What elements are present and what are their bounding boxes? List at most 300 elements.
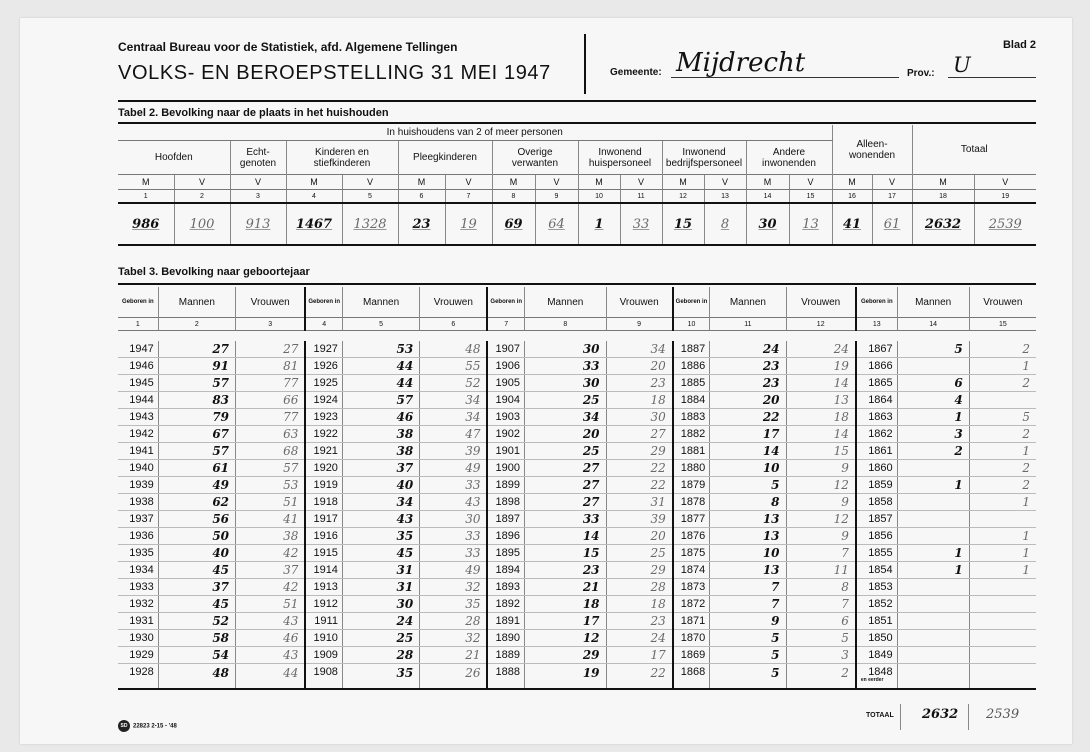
mannen-count: 45 bbox=[342, 545, 419, 562]
table2-value: 64 bbox=[535, 203, 578, 245]
column-number: 13 bbox=[856, 318, 897, 331]
mannen-count: 31 bbox=[342, 562, 419, 579]
geboren-in-header: Geboren in bbox=[487, 287, 524, 318]
mannen-count: 25 bbox=[525, 392, 607, 409]
column-number: 11 bbox=[710, 318, 786, 331]
mannen-header: Mannen bbox=[897, 287, 969, 318]
column-number: 12 bbox=[786, 318, 856, 331]
table-row bbox=[118, 545, 1036, 562]
column-number: 4 bbox=[286, 190, 342, 204]
birth-year bbox=[118, 477, 158, 494]
vrouwen-count: 23 bbox=[606, 375, 673, 392]
birth-year-text: 1876 bbox=[680, 530, 706, 542]
column-number: 15 bbox=[969, 318, 1036, 331]
birth-year-text: 1901 bbox=[495, 445, 521, 457]
mannen-count: 5 bbox=[710, 647, 786, 664]
mannen-count bbox=[897, 528, 969, 545]
birth-year bbox=[118, 409, 158, 426]
birth-year-text: 1917 bbox=[313, 513, 338, 525]
birth-year-text: 1946 bbox=[129, 360, 154, 372]
mv-header: V bbox=[872, 175, 912, 190]
vrouwen-count: 20 bbox=[606, 528, 673, 545]
vrouwen-count: 42 bbox=[236, 545, 306, 562]
column-number: 16 bbox=[832, 190, 872, 204]
vrouwen-count: 7 bbox=[786, 545, 856, 562]
mannen-count: 20 bbox=[525, 426, 607, 443]
birth-year bbox=[673, 460, 710, 477]
birth-year bbox=[487, 358, 524, 375]
birth-year bbox=[305, 528, 342, 545]
birth-year-text: 1858 bbox=[868, 496, 893, 508]
birth-year bbox=[673, 545, 710, 562]
birth-year-text: 1891 bbox=[495, 615, 521, 627]
birth-year bbox=[856, 341, 897, 358]
vrouwen-count: 2 bbox=[969, 477, 1036, 494]
column-number: 5 bbox=[342, 190, 398, 204]
column-number: 6 bbox=[398, 190, 445, 204]
column-number: 8 bbox=[525, 318, 607, 331]
birth-year bbox=[673, 443, 710, 460]
mannen-count: 53 bbox=[342, 341, 419, 358]
mannen-count: 79 bbox=[158, 409, 235, 426]
mannen-count: 7 bbox=[710, 579, 786, 596]
birth-year-text: 1934 bbox=[129, 564, 154, 576]
mannen-count: 8 bbox=[710, 494, 786, 511]
group-bedrijfspersoneel: Inwonend bedrijfspersoneel bbox=[662, 141, 746, 175]
birth-year bbox=[856, 613, 897, 630]
table2-value: 61 bbox=[872, 203, 912, 245]
birth-year-text: 1900 bbox=[495, 462, 521, 474]
mv-header: M bbox=[832, 175, 872, 190]
bureau-name: Centraal Bureau voor de Statistiek, afd. Algemene Tellingen bbox=[118, 40, 458, 54]
vrouwen-count: 12 bbox=[786, 477, 856, 494]
vrouwen-header: Vrouwen bbox=[236, 287, 306, 318]
birth-year bbox=[487, 613, 524, 630]
birth-year bbox=[305, 460, 342, 477]
mv-header: V bbox=[704, 175, 746, 190]
geboren-in-header: Geboren in bbox=[305, 287, 342, 318]
vrouwen-count: 46 bbox=[236, 630, 306, 647]
vrouwen-count: 27 bbox=[606, 426, 673, 443]
geboren-in-header: Geboren in bbox=[673, 287, 710, 318]
mv-header: M bbox=[118, 175, 174, 190]
vrouwen-count: 2 bbox=[786, 664, 856, 690]
mannen-count: 38 bbox=[342, 426, 419, 443]
mannen-count bbox=[897, 647, 969, 664]
vrouwen-count bbox=[969, 511, 1036, 528]
birth-year bbox=[305, 409, 342, 426]
birth-year-text: 1936 bbox=[129, 530, 154, 542]
table2-value: 1328 bbox=[342, 203, 398, 245]
group-huispersoneel: Inwonend huispersoneel bbox=[578, 141, 662, 175]
vrouwen-count: 27 bbox=[236, 341, 306, 358]
birth-year-text: 1905 bbox=[495, 377, 521, 389]
vrouwen-count: 29 bbox=[606, 443, 673, 460]
vrouwen-count: 77 bbox=[236, 375, 306, 392]
vrouwen-count: 30 bbox=[606, 409, 673, 426]
in-huishoudens-header: In huishoudens van 2 of meer personen bbox=[118, 125, 832, 141]
mv-header: M bbox=[398, 175, 445, 190]
vrouwen-count: 19 bbox=[786, 358, 856, 375]
mv-header: V bbox=[620, 175, 662, 190]
vrouwen-count: 34 bbox=[420, 392, 488, 409]
vrouwen-count bbox=[969, 392, 1036, 409]
birth-year-text: 1923 bbox=[313, 411, 338, 423]
vrouwen-count: 14 bbox=[786, 426, 856, 443]
birth-year-text: 1929 bbox=[129, 649, 154, 661]
vrouwen-count: 44 bbox=[236, 664, 306, 690]
mannen-count: 13 bbox=[710, 562, 786, 579]
vrouwen-count bbox=[969, 647, 1036, 664]
birth-year-text: 1873 bbox=[680, 581, 706, 593]
column-number: 7 bbox=[487, 318, 524, 331]
mannen-count: 5 bbox=[710, 664, 786, 690]
vrouwen-count: 51 bbox=[236, 596, 306, 613]
birth-year-text: 1916 bbox=[313, 530, 338, 542]
table2-value: 19 bbox=[445, 203, 492, 245]
birth-year bbox=[673, 409, 710, 426]
mannen-count: 1 bbox=[897, 545, 969, 562]
mv-header: M bbox=[912, 175, 974, 190]
table-row bbox=[118, 426, 1036, 443]
mannen-count: 58 bbox=[158, 630, 235, 647]
vrouwen-count: 3 bbox=[786, 647, 856, 664]
table-row bbox=[118, 341, 1036, 358]
mannen-header: Mannen bbox=[342, 287, 419, 318]
mannen-count: 5 bbox=[710, 630, 786, 647]
vrouwen-count: 57 bbox=[236, 460, 306, 477]
vrouwen-header: Vrouwen bbox=[606, 287, 673, 318]
mannen-count: 44 bbox=[342, 358, 419, 375]
birth-year bbox=[305, 477, 342, 494]
birth-year bbox=[305, 630, 342, 647]
column-number: 6 bbox=[420, 318, 488, 331]
birth-year bbox=[673, 358, 710, 375]
column-number: 19 bbox=[974, 190, 1036, 204]
birth-year bbox=[673, 596, 710, 613]
table-row bbox=[118, 613, 1036, 630]
group-overige-verwanten: Overige verwanten bbox=[492, 141, 578, 175]
mannen-count bbox=[897, 630, 969, 647]
birth-year bbox=[305, 647, 342, 664]
form-title: VOLKS- EN BEROEPSTELLING 31 MEI 1947 bbox=[118, 62, 551, 84]
totaal-row bbox=[862, 704, 1036, 730]
birth-year-text: 1897 bbox=[495, 513, 521, 525]
mannen-count: 7 bbox=[710, 596, 786, 613]
vrouwen-count: 33 bbox=[420, 477, 488, 494]
table-row bbox=[118, 562, 1036, 579]
birth-year-text: 1853 bbox=[868, 581, 893, 593]
birth-year bbox=[487, 647, 524, 664]
birth-year-text: 1870 bbox=[680, 632, 706, 644]
birth-year bbox=[856, 375, 897, 392]
birth-year bbox=[118, 443, 158, 460]
mannen-count: 6 bbox=[897, 375, 969, 392]
birth-year bbox=[305, 545, 342, 562]
table-row bbox=[118, 358, 1036, 375]
vrouwen-count bbox=[969, 613, 1036, 630]
birth-year bbox=[487, 477, 524, 494]
vrouwen-count: 18 bbox=[786, 409, 856, 426]
totaal-divider bbox=[900, 704, 901, 730]
birth-year-text: 1869 bbox=[680, 649, 706, 661]
mannen-count: 91 bbox=[158, 358, 235, 375]
birth-year-text: 1932 bbox=[129, 598, 154, 610]
vrouwen-count: 1 bbox=[969, 494, 1036, 511]
mannen-count: 54 bbox=[158, 647, 235, 664]
birth-year bbox=[487, 460, 524, 477]
birth-year bbox=[856, 647, 897, 664]
column-number: 17 bbox=[872, 190, 912, 204]
birth-year-text: 1880 bbox=[680, 462, 706, 474]
birth-year bbox=[673, 477, 710, 494]
vrouwen-count: 39 bbox=[606, 511, 673, 528]
mannen-count: 10 bbox=[710, 545, 786, 562]
column-number: 8 bbox=[492, 190, 535, 204]
birth-year-text: 1856 bbox=[868, 530, 893, 542]
birth-year-text: 1902 bbox=[495, 428, 521, 440]
mannen-count: 44 bbox=[342, 375, 419, 392]
mannen-count: 27 bbox=[525, 477, 607, 494]
vrouwen-count: 5 bbox=[786, 630, 856, 647]
birth-year-text: 1941 bbox=[129, 445, 154, 457]
mannen-count: 48 bbox=[158, 664, 235, 690]
table2-top-rule bbox=[118, 122, 1036, 124]
mannen-count: 22 bbox=[710, 409, 786, 426]
birth-year-text: 1849 bbox=[868, 649, 893, 661]
vrouwen-count: 26 bbox=[420, 664, 488, 690]
table2-value: 986 bbox=[118, 203, 174, 245]
birth-year-text: 1919 bbox=[313, 479, 338, 491]
vrouwen-count: 43 bbox=[236, 613, 306, 630]
birth-year bbox=[673, 664, 710, 690]
vrouwen-count: 22 bbox=[606, 664, 673, 690]
birth-year bbox=[673, 613, 710, 630]
totaal-vrouwen: 2539 bbox=[986, 707, 1020, 722]
mannen-count bbox=[897, 613, 969, 630]
table-row bbox=[118, 664, 1036, 690]
birth-year bbox=[118, 392, 158, 409]
birth-year bbox=[856, 579, 897, 596]
birth-year-text: 1935 bbox=[129, 547, 154, 559]
birth-year-text: 1855 bbox=[868, 547, 893, 559]
birth-year-text: 1879 bbox=[680, 479, 706, 491]
birth-year-text: 1881 bbox=[680, 445, 706, 457]
birth-year bbox=[856, 477, 897, 494]
vrouwen-count: 34 bbox=[606, 341, 673, 358]
birth-year-text: 1889 bbox=[495, 649, 521, 661]
birth-year bbox=[305, 511, 342, 528]
mannen-count: 83 bbox=[158, 392, 235, 409]
birth-year-text: 1914 bbox=[313, 564, 338, 576]
birth-year-text: 1904 bbox=[495, 394, 521, 406]
mannen-count: 25 bbox=[342, 630, 419, 647]
table-row bbox=[118, 494, 1036, 511]
vrouwen-count: 38 bbox=[236, 528, 306, 545]
mannen-count: 19 bbox=[525, 664, 607, 690]
column-number: 2 bbox=[158, 318, 235, 331]
vrouwen-count: 18 bbox=[606, 596, 673, 613]
table2-value: 100 bbox=[174, 203, 230, 245]
table-row bbox=[118, 477, 1036, 494]
vrouwen-header: Vrouwen bbox=[786, 287, 856, 318]
birth-year bbox=[305, 664, 342, 690]
prov-label: Prov.: bbox=[907, 68, 935, 79]
birth-year bbox=[305, 596, 342, 613]
birth-year bbox=[487, 596, 524, 613]
birth-year-text: 1926 bbox=[313, 360, 338, 372]
prov-value: U bbox=[953, 53, 971, 77]
birth-year bbox=[673, 375, 710, 392]
mannen-count: 33 bbox=[525, 358, 607, 375]
birth-year-text: 1893 bbox=[495, 581, 521, 593]
vrouwen-count: 66 bbox=[236, 392, 306, 409]
mannen-count: 2 bbox=[897, 443, 969, 460]
table-row bbox=[118, 443, 1036, 460]
birth-year bbox=[673, 528, 710, 545]
birth-year bbox=[118, 545, 158, 562]
geboren-in-header: Geboren in bbox=[122, 298, 154, 305]
header-divider bbox=[584, 34, 586, 94]
birth-year-text: 1939 bbox=[129, 479, 154, 491]
mannen-count bbox=[897, 460, 969, 477]
column-number: 1 bbox=[118, 318, 158, 331]
blad-number: Blad 2 bbox=[1002, 39, 1036, 51]
birth-year bbox=[487, 545, 524, 562]
mannen-count: 12 bbox=[525, 630, 607, 647]
birth-year bbox=[118, 460, 158, 477]
group-andere-inwonenden: Andere inwonenden bbox=[746, 141, 832, 175]
geboren-in-header: Geboren in bbox=[856, 287, 897, 318]
vrouwen-count bbox=[969, 596, 1036, 613]
vrouwen-count: 18 bbox=[606, 392, 673, 409]
birth-year-text: 1857 bbox=[868, 513, 893, 525]
birth-year-text: 1865 bbox=[868, 377, 893, 389]
mv-header: M bbox=[578, 175, 620, 190]
birth-year bbox=[118, 562, 158, 579]
birth-year bbox=[673, 426, 710, 443]
mannen-count bbox=[897, 358, 969, 375]
birth-year-text: 1861 bbox=[868, 445, 893, 457]
birth-year-text: 1892 bbox=[495, 598, 521, 610]
vrouwen-count bbox=[969, 664, 1036, 690]
birth-year-text: 1907 bbox=[495, 343, 521, 355]
column-number: 2 bbox=[174, 190, 230, 204]
birth-year-text: 1944 bbox=[129, 394, 154, 406]
birth-year-text: 1908 bbox=[313, 666, 338, 678]
vrouwen-count: 15 bbox=[786, 443, 856, 460]
group-echtgenoten: Echt- genoten bbox=[230, 141, 286, 175]
group-pleegkinderen: Pleegkinderen bbox=[398, 141, 492, 175]
mannen-count: 27 bbox=[525, 460, 607, 477]
vrouwen-count: 9 bbox=[786, 528, 856, 545]
mannen-count: 10 bbox=[710, 460, 786, 477]
vrouwen-count: 17 bbox=[606, 647, 673, 664]
birth-year-text: 1863 bbox=[868, 411, 893, 423]
mannen-count: 3 bbox=[897, 426, 969, 443]
table2-value: 69 bbox=[492, 203, 535, 245]
mannen-count: 62 bbox=[158, 494, 235, 511]
birth-year-text: 1910 bbox=[313, 632, 338, 644]
group-totaal: Totaal bbox=[912, 125, 1036, 175]
mv-header: V bbox=[789, 175, 832, 190]
birth-year bbox=[487, 630, 524, 647]
table-row bbox=[118, 528, 1036, 545]
mv-header: M bbox=[286, 175, 342, 190]
vrouwen-count: 8 bbox=[786, 579, 856, 596]
birth-year-text: 1874 bbox=[680, 564, 706, 576]
birth-year-text: 1924 bbox=[313, 394, 338, 406]
birth-year-text: 1859 bbox=[868, 479, 893, 491]
birth-year-text: 1912 bbox=[313, 598, 338, 610]
birth-year-text: 1871 bbox=[680, 615, 706, 627]
birth-year bbox=[673, 511, 710, 528]
totaal-mannen: 2632 bbox=[922, 707, 959, 722]
birth-year bbox=[118, 494, 158, 511]
mannen-count: 34 bbox=[525, 409, 607, 426]
mannen-count bbox=[897, 664, 969, 690]
birth-year-text: 1864 bbox=[868, 394, 893, 406]
mv-header: M bbox=[662, 175, 704, 190]
vrouwen-count: 53 bbox=[236, 477, 306, 494]
birth-year bbox=[118, 647, 158, 664]
birth-year-text: 1886 bbox=[680, 360, 706, 372]
birth-year-text: 1945 bbox=[129, 377, 154, 389]
vrouwen-count: 1 bbox=[969, 358, 1036, 375]
table-row bbox=[118, 647, 1036, 664]
table-row bbox=[118, 596, 1036, 613]
vrouwen-count: 39 bbox=[420, 443, 488, 460]
vrouwen-count: 6 bbox=[786, 613, 856, 630]
mannen-count: 35 bbox=[342, 528, 419, 545]
birth-year-text: 1894 bbox=[495, 564, 521, 576]
vrouwen-count: 55 bbox=[420, 358, 488, 375]
vrouwen-count: 1 bbox=[969, 443, 1036, 460]
header-rule bbox=[118, 100, 1036, 102]
birth-year bbox=[856, 562, 897, 579]
vrouwen-count: 2 bbox=[969, 341, 1036, 358]
vrouwen-count: 9 bbox=[786, 494, 856, 511]
en-eerder-label: en eerder bbox=[860, 677, 884, 683]
mannen-count: 25 bbox=[525, 443, 607, 460]
vrouwen-count bbox=[969, 630, 1036, 647]
column-number: 3 bbox=[230, 190, 286, 204]
birth-year bbox=[487, 494, 524, 511]
mannen-count: 1 bbox=[897, 562, 969, 579]
birth-year-text: 1942 bbox=[129, 428, 154, 440]
vrouwen-count: 63 bbox=[236, 426, 306, 443]
mannen-count: 1 bbox=[897, 409, 969, 426]
birth-year bbox=[487, 375, 524, 392]
birth-year-text: 1887 bbox=[680, 343, 706, 355]
vrouwen-count: 25 bbox=[606, 545, 673, 562]
mv-header: V bbox=[974, 175, 1036, 190]
mannen-count: 30 bbox=[342, 596, 419, 613]
mv-header: M bbox=[746, 175, 789, 190]
birth-year-text: 1862 bbox=[868, 428, 893, 440]
mannen-count: 23 bbox=[525, 562, 607, 579]
vrouwen-count: 5 bbox=[969, 409, 1036, 426]
group-hoofden: Hoofden bbox=[154, 152, 193, 163]
birth-year-text: 1943 bbox=[129, 411, 154, 423]
totaal-divider bbox=[968, 704, 969, 730]
mannen-header: Mannen bbox=[710, 287, 786, 318]
column-number: 10 bbox=[673, 318, 710, 331]
birth-year-text: 1882 bbox=[680, 428, 706, 440]
mannen-count bbox=[897, 494, 969, 511]
form-header bbox=[118, 40, 1036, 98]
birth-year-text: 1895 bbox=[495, 547, 521, 559]
